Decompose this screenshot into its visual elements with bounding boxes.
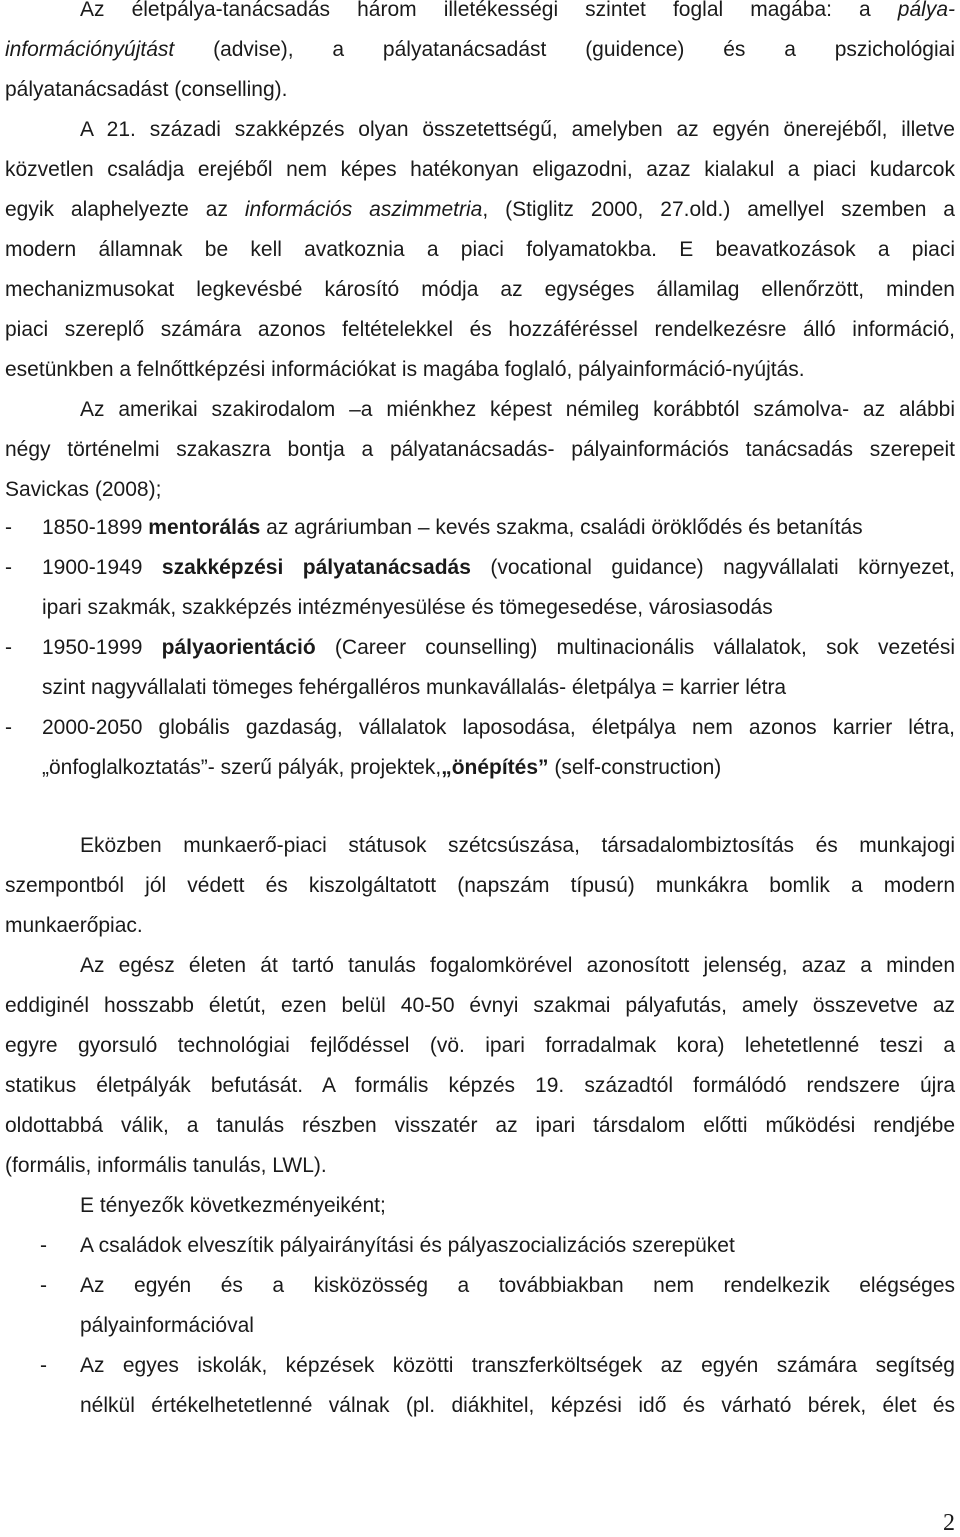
paragraph-line: esetünkben a felnőttképzési információkat is magába foglaló, pályainformáció-nyújtás. — [5, 358, 805, 381]
list-dash: - — [5, 636, 12, 659]
text-span: (advise), a pályatanácsadást (guidence) és a pszichológiai — [174, 38, 955, 61]
paragraph-line — [5, 190, 955, 230]
paragraph-line: munkaerőpiac. — [5, 914, 143, 937]
text-span: „önfoglalkoztatás”- szerű pályák, projektek, — [42, 756, 442, 779]
text-span: 1850-1899 — [42, 516, 149, 539]
paragraph-line: Eközben munkaerő-piaci státusok szétcsúszása, társadalombiztosítás és munkajogi — [80, 834, 955, 857]
paragraph-line: modern államnak be kell avatkoznia a piaci folyamatokba. E beavatkozások a piaci — [5, 238, 955, 261]
text-span: 1900-1949 — [42, 556, 162, 579]
list-item-continuation: szint nagyvállalati tömeges fehérgalléros munkavállalás- életpálya = karrier létra — [42, 676, 787, 699]
list-dash: - — [40, 1234, 47, 1257]
text-span: (Career counselling) multinacionális vállalatok, sok vezetési — [315, 636, 955, 659]
list-dash: - — [40, 1354, 47, 1377]
list-dash: - — [40, 1274, 47, 1297]
bold-text: szakképzési pályatanácsadás — [161, 556, 471, 579]
text-span: egyik alaphelyezte az — [5, 198, 245, 221]
list-item: Az egyén és a kisközösség a továbbiakban nem rendelkezik elégséges — [80, 1274, 955, 1297]
paragraph-line: négy történelmi szakaszra bontja a pályatanácsadás- pályainformációs tanácsadás szerepeit — [5, 438, 955, 461]
list-item-continuation: nélkül értékelhetetlenné válnak (pl. diákhitel, képzési idő és várható bérek, élet és — [80, 1394, 955, 1417]
bold-text: mentorálás — [148, 516, 261, 539]
paragraph-line — [5, 30, 955, 70]
list-item: 2000-2050 globális gazdaság, vállalatok laposodása, életpálya nem azonos karrier létra, — [42, 716, 955, 739]
list-item-continuation: pályainformációval — [80, 1314, 254, 1337]
paragraph-line: E tényezők következményeiként; — [80, 1194, 386, 1217]
paragraph-line: A 21. századi szakképzés olyan összetettségű, amelyben az egyén önerejéből, illetve — [80, 118, 955, 141]
list-item: A családok elveszítik pályairányítási és pályaszocializációs szerepüket — [80, 1234, 735, 1257]
paragraph-line: eddiginél hosszabb életút, ezen belül 40-50 évnyi szakmai pályafutás, amely összevetve az — [5, 994, 955, 1017]
paragraph-line: statikus életpályák befutását. A formális képzés 19. századtól formálódó rendszere újra — [5, 1074, 955, 1097]
text-span: (self-construction) — [548, 756, 722, 779]
bold-text: „önépítés” — [441, 756, 549, 779]
paragraph-line: Savickas (2008); — [5, 478, 162, 501]
list-item — [42, 508, 955, 548]
paragraph-line: pályatanácsadást (conselling). — [5, 78, 288, 101]
list-dash: - — [5, 516, 12, 539]
text-span: 1950-1999 — [42, 636, 162, 659]
list-item — [42, 628, 955, 668]
text-span: (vocational guidance) nagyvállalati környezet, — [470, 556, 956, 579]
paragraph-line — [80, 0, 955, 30]
bold-text: pályaorientáció — [161, 636, 316, 659]
paragraph-line: oldottabbá válik, a tanulás részben visszatér az ipari társdalom előtti működési rendjébe — [5, 1114, 955, 1137]
list-item-continuation: ipari szakmák, szakképzés intézményesülése és tömegesedése, városiasodás — [42, 596, 773, 619]
list-dash: - — [5, 716, 12, 739]
italic-text: információnyújtást — [5, 38, 175, 61]
list-dash: - — [5, 556, 12, 579]
paragraph-line: mechanizmusokat legkevésbé károsító módja az egységes államilag ellenőrzött, minden — [5, 278, 955, 301]
paragraph-line: (formális, informális tanulás, LWL). — [5, 1154, 327, 1177]
list-item-continuation — [42, 748, 955, 788]
paragraph-line: Az egész életen át tartó tanulás fogalomkörével azonosított jelenség, azaz a minden — [80, 954, 955, 977]
paragraph-line: Az amerikai szakirodalom –a miénkhez képest némileg korábbtól számolva- az alábbi — [80, 398, 955, 421]
list-item: Az egyes iskolák, képzések közötti transzferköltségek az egyén számára segítség — [80, 1354, 955, 1377]
paragraph-line: egyre gyorsuló technológiai fejlődéssel (vö. ipari forradalmak kora) lehetetlenné teszi a — [5, 1034, 955, 1057]
page-number: 2 — [943, 1510, 955, 1536]
text-span: az agráriumban – kevés szakma, családi öröklődés és betanítás — [260, 516, 863, 539]
paragraph-line: piaci szereplő számára azonos feltételekkel és hozzáféréssel rendelkezésre álló információ, — [5, 318, 955, 341]
paragraph-line: közvetlen családja erejéből nem képes hatékonyan eligazodni, azaz kialakul a piaci kudarcok — [5, 158, 955, 181]
list-item — [42, 548, 955, 588]
text-span: Az életpálya-tanácsadás három illetékességi szintet foglal magába: a — [80, 0, 898, 21]
italic-text: információs aszimmetria — [244, 198, 483, 221]
italic-text: pálya- — [897, 0, 955, 21]
text-span: , (Stiglitz 2000, 27.old.) amellyel szemben a — [482, 198, 955, 221]
paragraph-line: szempontból jól védett és kiszolgáltatott (napszám típusú) munkákra bomlik a modern — [5, 874, 955, 897]
